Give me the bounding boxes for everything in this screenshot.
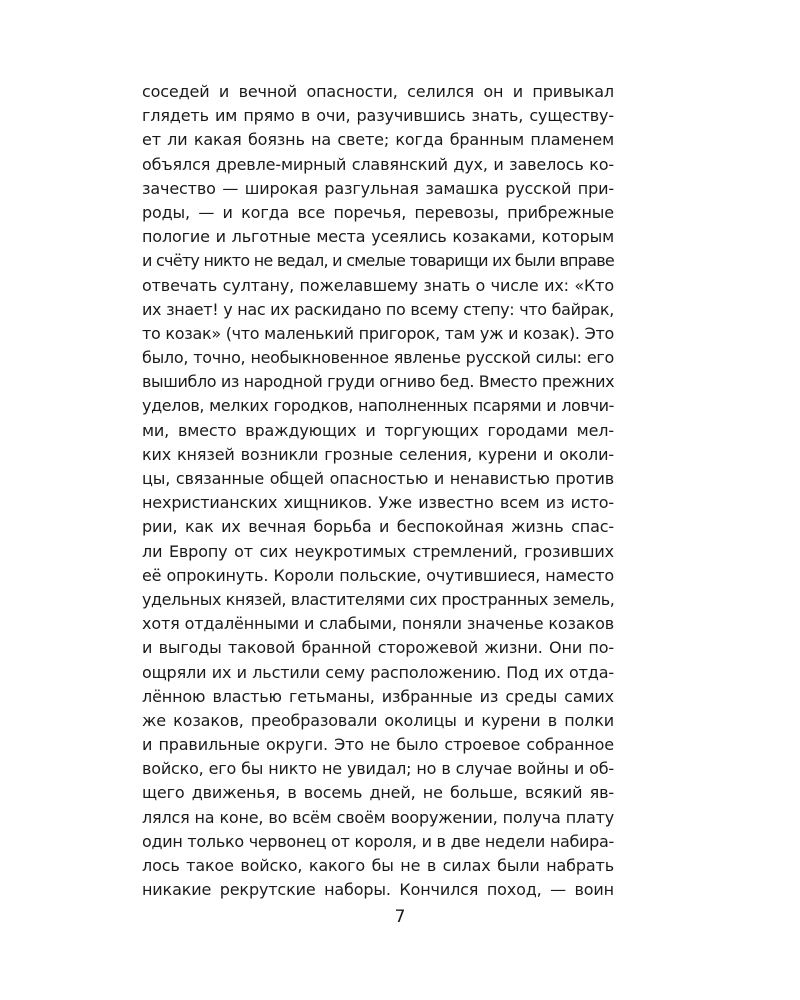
text-line: хотя отдалёнными и слабыми, поняли значенье козаков	[142, 614, 614, 634]
text-line: никакие рекрутские наборы. Кончился поход, — воин	[142, 880, 614, 900]
text-line: же козаков, преобразовали околицы и курени в полки	[142, 710, 614, 730]
text-line: объялся древле-мирный славянский дух, и завелось ко-	[142, 154, 614, 174]
text-line: лялся на коне, во всём своём вооружении, получа плату	[142, 807, 614, 827]
text-line: и правильные округи. Это не было строевое собранное	[142, 735, 614, 755]
text-line: зачество — широкая разгульная замашка русской при-	[142, 178, 614, 198]
text-line: соседей и вечной опасности, селился он и привыкал	[142, 82, 614, 101]
text-line: ет ли какая боязнь на свете; когда бранным пламенем	[142, 130, 614, 150]
text-line: щего движенья, в восемь дней, не больше, всякий яв-	[142, 783, 614, 803]
text-line: их знает! у нас их раскидано по всему степу: что байрак,	[142, 299, 614, 319]
text-line: отвечать султану, пожелавшему знать о числе их: «Кто	[142, 275, 614, 295]
text-line: войско, его бы никто не увидал; но в случае войны и об-	[142, 759, 614, 779]
text-line: пологие и льготные места усеялись козаками, которым	[142, 227, 614, 247]
text-line: ми, вместо враждующих и торгующих городами мел-	[142, 420, 614, 440]
text-line: и счёту никто не ведал, и смелые товарищи их были вправе	[142, 251, 614, 271]
text-line: её опрокинуть. Короли польские, очутившиеся, наместо	[142, 565, 614, 585]
text-line: было, точно, необыкновенное явленье русской силы: его	[142, 348, 614, 368]
text-line: удельных князей, властителями сих пространных земель,	[142, 589, 615, 609]
text-line: вышибло из народной груди огниво бед. Вместо прежних	[142, 372, 615, 392]
text-line: ких князей возникли грозные селения, курени и околи-	[142, 444, 614, 464]
text-line: один только червонец от короля, и в две недели набира-	[142, 831, 614, 851]
page-number: 7	[394, 907, 406, 927]
text-line: роды, — и когда все поречья, перевозы, прибрежные	[142, 202, 614, 222]
text-line: ли Европу от сих неукротимых стремлений, грозивших	[142, 541, 614, 561]
text-line: цы, связанные общей опасностью и ненавистью против	[142, 469, 614, 488]
text-line: то козак» (что маленький пригорок, там уж и козак). Это	[142, 323, 614, 343]
text-line: рии, как их вечная борьба и беспокойная жизнь спас-	[142, 517, 614, 537]
text-line: лённою властью гетьманы, избранные из среды самих	[142, 686, 614, 706]
body-text	[142, 80, 614, 902]
text-line: уделов, мелких городков, наполненных псарями и ловчи-	[142, 396, 614, 416]
text-line: нехристианских хищников. Уже известно всем из исто-	[142, 493, 614, 513]
text-line: и выгоды таковой бранной сторожевой жизни. Они по-	[142, 638, 614, 658]
text-line: ощряли их и льстили сему расположению. Под их отда-	[142, 662, 614, 682]
text-line: глядеть им прямо в очи, разучившись знать, существу-	[142, 106, 614, 126]
text-line: лось такое войско, какого бы не в силах были набрать	[142, 856, 614, 875]
